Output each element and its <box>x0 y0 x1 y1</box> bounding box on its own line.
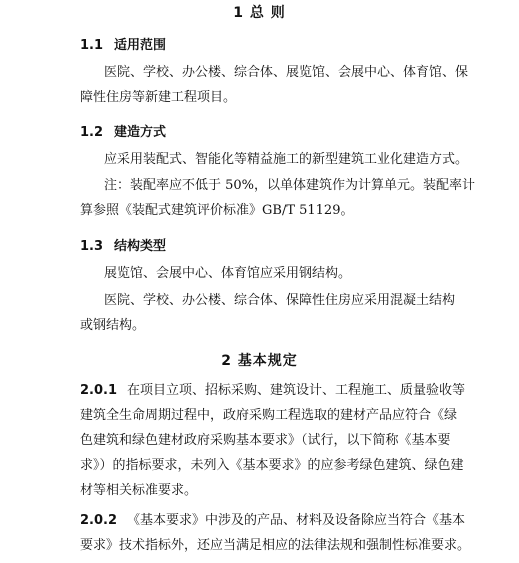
article-line: 求》）的指标要求，未列入《基本要求》的应参考绿色建筑、绿色建 <box>80 458 464 473</box>
section-1-2-heading <box>80 121 166 140</box>
paragraph-line: 医院、学校、办公楼、综合体、展览馆、会展中心、体育馆、保 <box>104 65 469 80</box>
article-line: 建筑全生命周期过程中，政府采购工程选取的建材产品应符合《绿 <box>80 408 458 423</box>
article-line: 要求》技术指标外，还应当满足相应的法律法规和强制性标准要求。 <box>80 538 471 553</box>
note-line: 注：装配率应不低于 50%，以单体建筑作为计算单元。装配率计 <box>104 178 476 193</box>
note-line: 算参照《装配式建筑评价标准》GB/T 51129。 <box>80 203 354 218</box>
article-number: 2.0.2 <box>80 513 118 528</box>
article-line: 材等相关标准要求。 <box>80 483 198 498</box>
article-number: 2.0.1 <box>80 383 118 398</box>
article-text: 在项目立项、招标采购、建筑设计、工程施工、质量验收等 <box>127 383 466 398</box>
chapter-2-title: 2 基本规定 <box>221 353 298 369</box>
section-1-3-heading <box>80 235 166 254</box>
section-number: 1.2 <box>80 125 104 140</box>
section-number: 1.1 <box>80 38 104 53</box>
section-number: 1.3 <box>80 239 104 254</box>
chapter-1-title: 1 总 则 <box>233 5 286 21</box>
article-2-0-1-line <box>80 382 465 400</box>
paragraph-line: 展览馆、会展中心、体育馆应采用钢结构。 <box>104 266 352 281</box>
paragraph-line: 或钢结构。 <box>80 318 146 333</box>
paragraph-line: 医院、学校、办公楼、综合体、保障性住房应采用混凝土结构 <box>104 293 456 308</box>
section-title: 建造方式 <box>114 125 167 140</box>
section-title: 结构类型 <box>114 239 167 254</box>
section-1-1-heading <box>80 34 166 53</box>
article-text: 《基本要求》中涉及的产品、材料及设备除应当符合《基本 <box>127 513 466 528</box>
paragraph-line: 障性住房等新建工程项目。 <box>80 90 237 105</box>
article-line: 色建筑和绿色建材政府采购基本要求》（试行，以下简称《基本要 <box>80 433 451 448</box>
section-title: 适用范围 <box>114 38 167 53</box>
article-2-0-2-line <box>80 512 465 530</box>
paragraph-line: 应采用装配式、智能化等精益施工的新型建筑工业化建造方式。 <box>104 152 469 167</box>
